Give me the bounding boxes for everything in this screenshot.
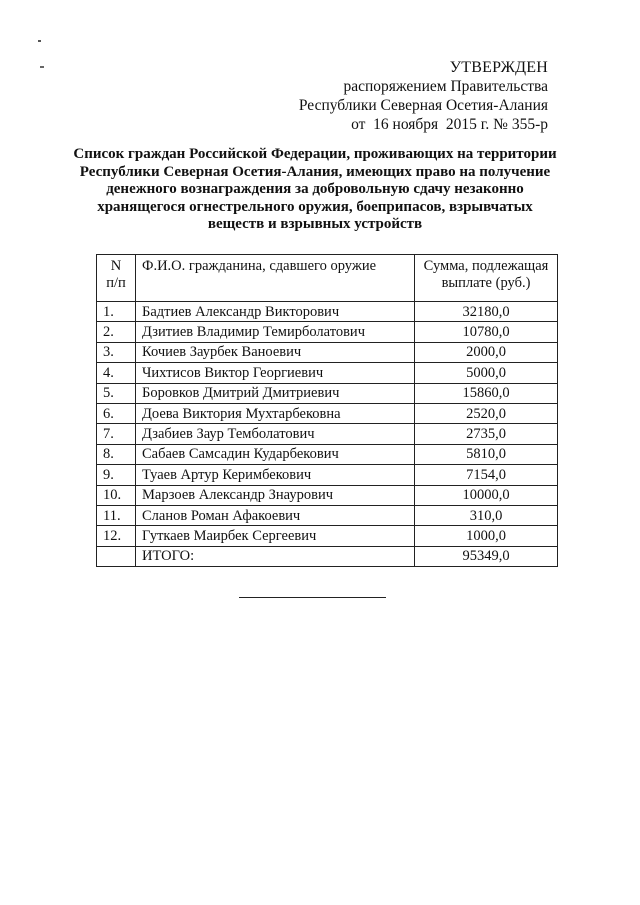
row-number: 9. <box>97 465 136 485</box>
approval-block <box>299 58 548 134</box>
row-number: 1. <box>97 302 136 322</box>
row-name: Кочиев Заурбек Ваноевич <box>136 342 415 362</box>
row-number: 4. <box>97 363 136 383</box>
row-number: 12. <box>97 526 136 546</box>
header-name: Ф.И.О. гражданина, сдавшего оружие <box>136 255 415 302</box>
row-name: Дзабиев Заур Темболатович <box>136 424 415 444</box>
header-number-line: N <box>110 258 122 274</box>
table-row <box>97 342 558 362</box>
row-name: Сланов Роман Афакоевич <box>136 505 415 525</box>
total-row <box>97 546 558 566</box>
header-sum <box>415 255 558 302</box>
title-line: денежного вознаграждения за добровольную сдачу незаконно <box>106 181 524 198</box>
row-sum: 10780,0 <box>415 322 558 342</box>
document-title <box>60 146 570 234</box>
row-sum: 1000,0 <box>415 526 558 546</box>
row-name: Чихтисов Виктор Георгиевич <box>136 363 415 383</box>
row-sum: 5810,0 <box>415 444 558 464</box>
table-row <box>97 322 558 342</box>
row-sum: 32180,0 <box>415 302 558 322</box>
table-row <box>97 465 558 485</box>
scan-speck <box>38 40 41 42</box>
recipients-table <box>96 254 558 567</box>
row-sum: 5000,0 <box>415 363 558 383</box>
header-number <box>97 255 136 302</box>
row-name: Туаев Артур Керимбекович <box>136 465 415 485</box>
row-name: Сабаев Самсадин Кударбекович <box>136 444 415 464</box>
row-sum: 2735,0 <box>415 424 558 444</box>
header-sum-line: Сумма, подлежащая <box>423 258 549 274</box>
total-label: ИТОГО: <box>136 546 415 566</box>
row-number: 8. <box>97 444 136 464</box>
total-sum: 95349,0 <box>415 546 558 566</box>
row-sum: 15860,0 <box>415 383 558 403</box>
title-line: Список граждан Российской Федерации, проживающих на территории <box>73 146 557 162</box>
approval-line: Республики Северная Осетия-Алания <box>298 97 548 114</box>
row-sum: 2520,0 <box>415 403 558 423</box>
title-line: веществ и взрывных устройств <box>207 216 423 233</box>
approval-line: распоряжением Правительства <box>343 78 548 95</box>
row-number: 5. <box>97 383 136 403</box>
row-number: 2. <box>97 322 136 342</box>
row-number: 6. <box>97 403 136 423</box>
table-row <box>97 424 558 444</box>
table-header-row <box>97 255 558 302</box>
row-name: Боровков Дмитрий Дмитриевич <box>136 383 415 403</box>
row-number: 7. <box>97 424 136 444</box>
table-row <box>97 526 558 546</box>
row-sum: 310,0 <box>415 505 558 525</box>
approval-date-line: от 16 ноября 2015 г. № 355-р <box>351 116 548 133</box>
row-name: Доева Виктория Мухтарбековна <box>136 403 415 423</box>
end-divider <box>239 597 386 598</box>
row-number: 3. <box>97 342 136 362</box>
title-line: Республики Северная Осетия-Алания, имеющих право на получение <box>79 163 551 180</box>
approval-heading: УТВЕРЖДЕН <box>449 59 548 76</box>
total-number-cell <box>97 546 136 566</box>
table-row <box>97 505 558 525</box>
row-name: Бадтиев Александр Викторович <box>136 302 415 322</box>
header-sum-line: выплате (руб.) <box>441 275 531 291</box>
row-sum: 7154,0 <box>415 465 558 485</box>
header-number-line: п/п <box>106 275 126 291</box>
table-row <box>97 403 558 423</box>
title-line: хранящегося огнестрельного оружия, боеприпасов, взрывчатых <box>97 198 533 215</box>
row-name: Марзоев Александр Знаурович <box>136 485 415 505</box>
row-number: 10. <box>97 485 136 505</box>
row-number: 11. <box>97 505 136 525</box>
table-row <box>97 363 558 383</box>
row-name: Гуткаев Маирбек Сергеевич <box>136 526 415 546</box>
table-row <box>97 444 558 464</box>
table-row <box>97 383 558 403</box>
row-sum: 10000,0 <box>415 485 558 505</box>
row-name: Дзитиев Владимир Темирболатович <box>136 322 415 342</box>
table-row <box>97 302 558 322</box>
scan-speck <box>40 66 44 68</box>
row-sum: 2000,0 <box>415 342 558 362</box>
table-row <box>97 485 558 505</box>
